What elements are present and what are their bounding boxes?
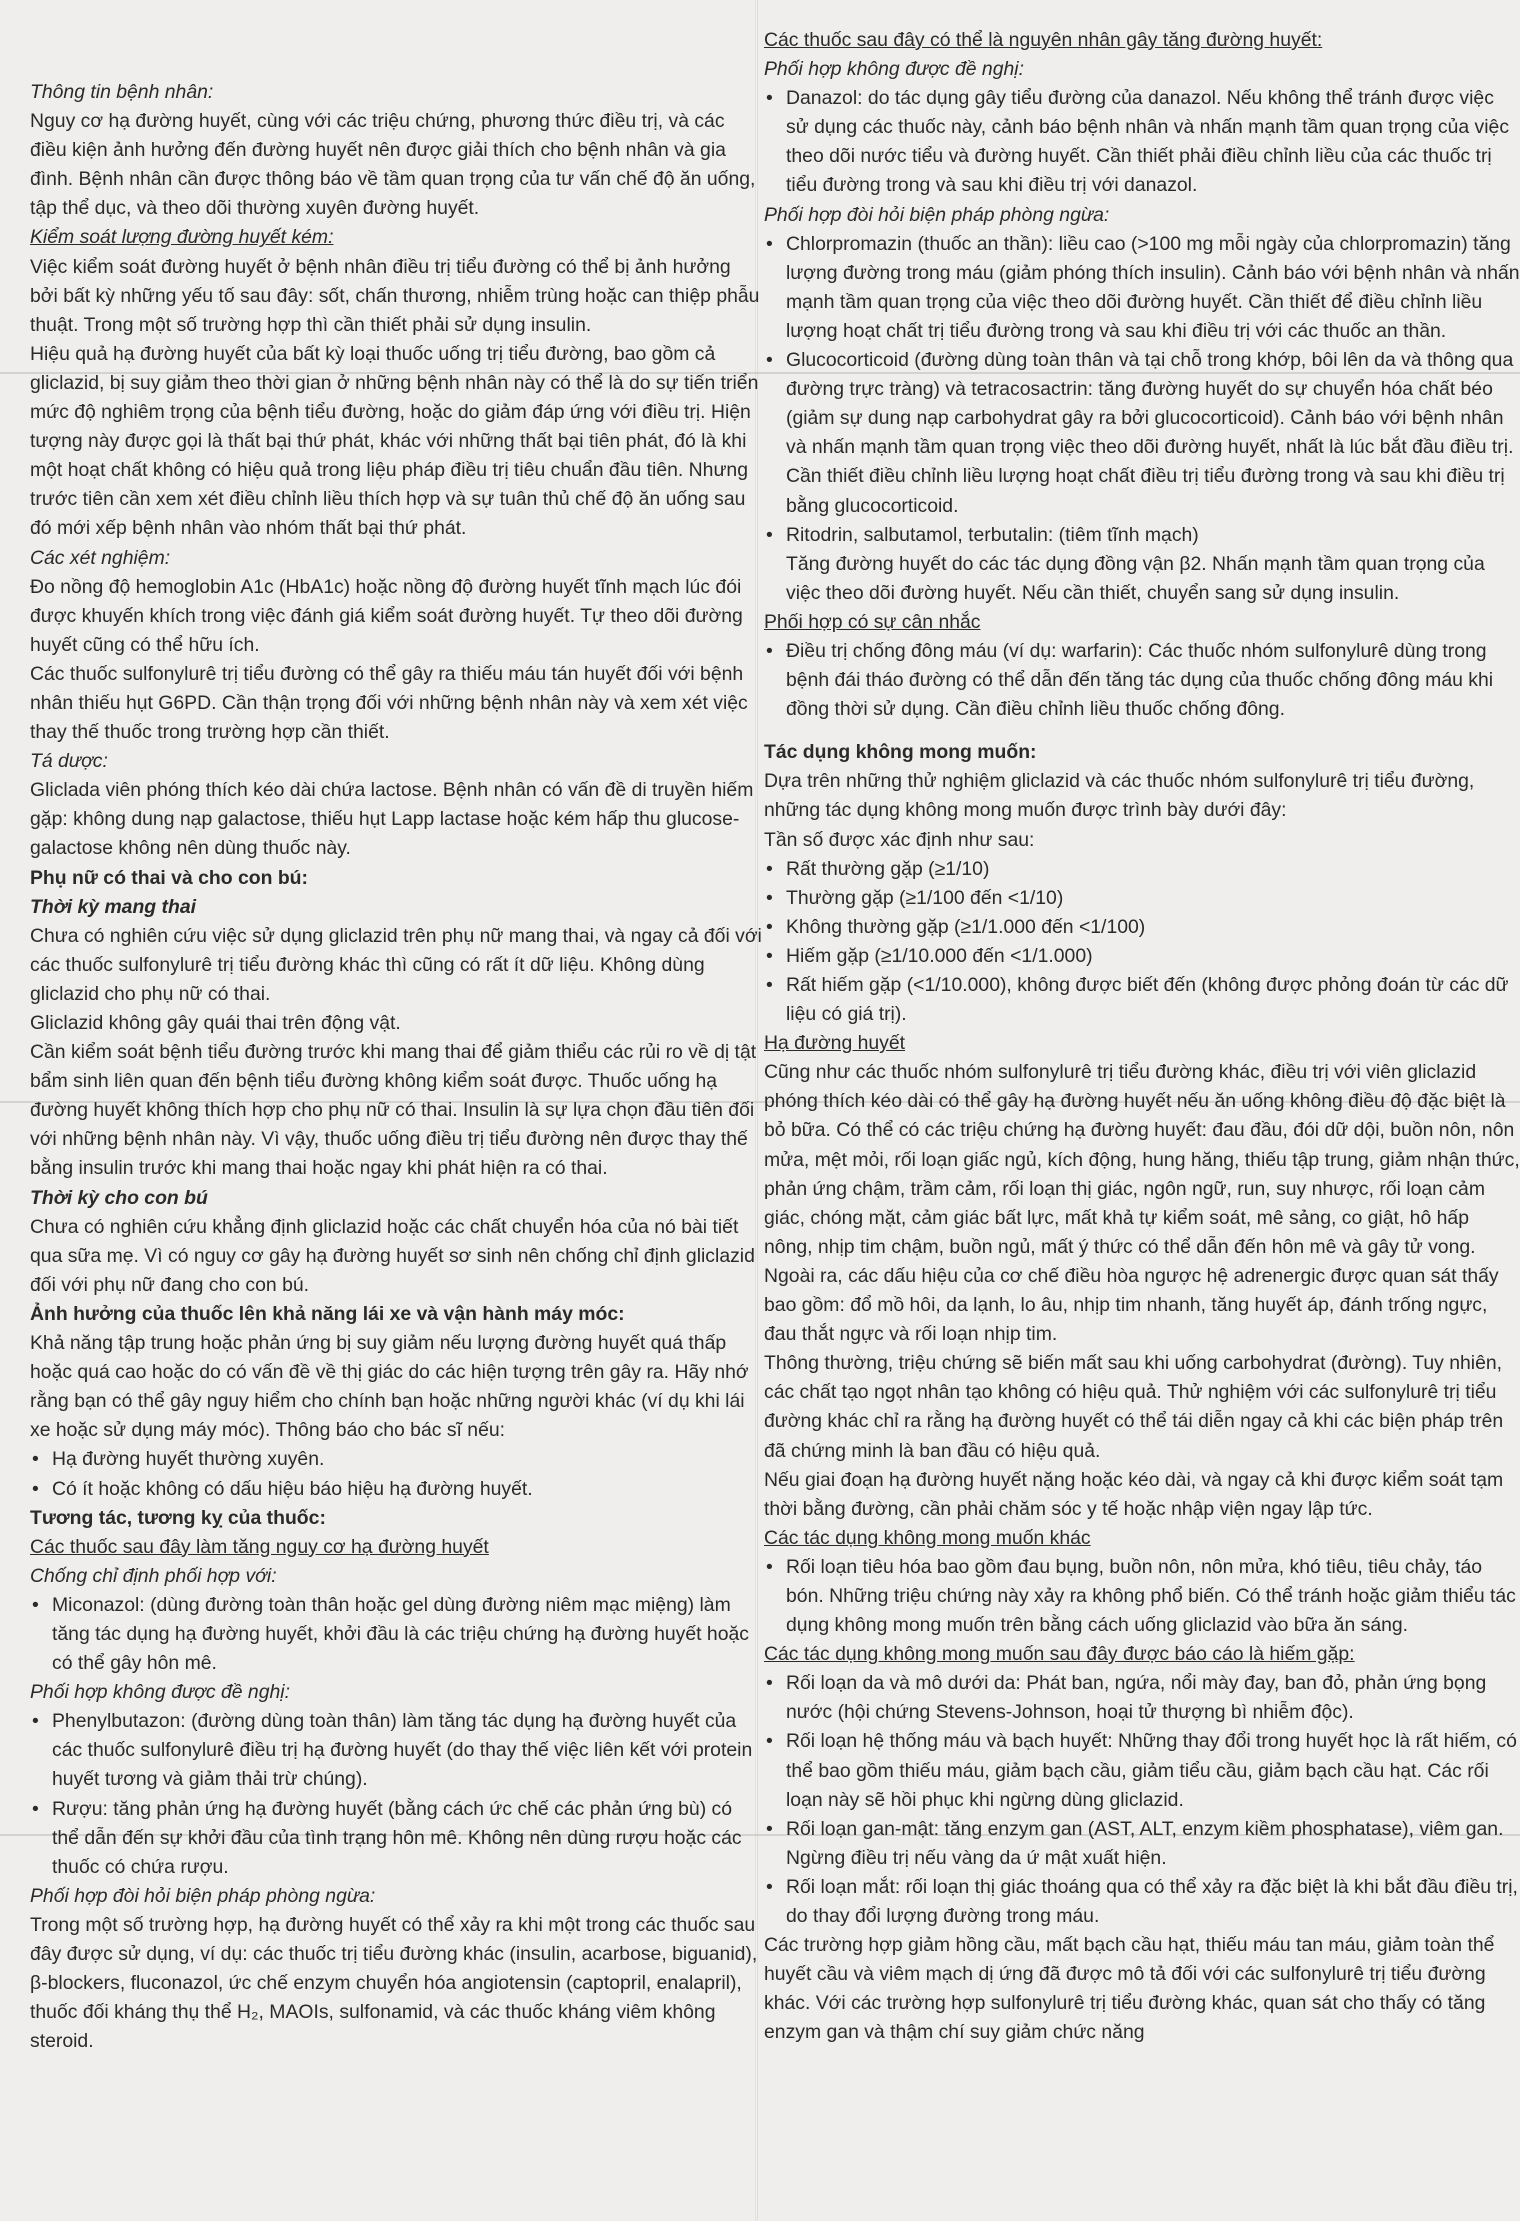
adverse-text: Dựa trên những thử nghiệm gliclazid và các thuốc nhóm sulfonylurê trị tiểu đường, những tác dụng không mong muốn được trình bày dưới đây: <box>764 770 1475 822</box>
list-item: • Rất hiếm gặp (<1/10.000), không được biết đến (không được phỏng đoán từ các dữ liệu có giá trị). <box>764 971 1520 1029</box>
other-effects-heading: Các tác dụng không mong muốn khác <box>764 1526 1091 1549</box>
list-item: • Phenylbutazon: (đường dùng toàn thân) làm tăng tác dụng hạ đường huyết của các thuốc sulfonylurê điều trị hạ đường huyết (do thay thế việc liên kết với protein huyết tương và giảm thải trừ chúng). <box>30 1707 762 1794</box>
ritodrin-text: Tăng đường huyết do các tác dụng đồng vận β2. Nhấn mạnh tầm quan trọng của việc theo dõi đường huyết. Nếu cần thiết, chuyển sang sử dụng insulin. <box>786 552 1485 604</box>
hypo-heading: Hạ đường huyết <box>764 1032 906 1055</box>
pregnancy-subheading: Thời kỳ mang thai <box>30 895 197 918</box>
poor-control-text: Hiệu quả hạ đường huyết của bất kỳ loại thuốc uống trị tiểu đường, bao gồm cả gliclazid, bị suy giảm theo thời gian ở những bệnh nhân này có thể là do sự tiến triển mức độ nghiêm trọng của bệnh tiểu đường, hoặc do giảm đáp ứng với điều trị. Hiện tượng này được gọi là thất bại thứ phát, khác với những thất bại tiên phát, đó là khi một hoạt chất không có hiệu quả trong liệu pháp điều trị tiêu chuẩn đầu tiên. Nhưng trước tiên cần xem xét điều chỉnh liều thích hợp và sự tuân thủ chế độ ăn uống sau đó mới xếp bệnh nhân vào nhóm thất bại thứ phát. <box>30 342 759 540</box>
lactation-text: Chưa có nghiên cứu khẳng định gliclazid hoặc các chất chuyển hóa của nó bài tiết qua sữa mẹ. Vì có nguy cơ gây hạ đường huyết sơ sinh nên chống chỉ định gliclazid đối với phụ nữ đang cho con bú. <box>30 1215 755 1296</box>
list-item: • Rối loạn gan-mật: tăng enzym gan (AST, ALT, enzym kiềm phosphatase), viêm gan. Ngừng điều trị nếu vàng da ứ mật xuất hiện. <box>764 1815 1520 1873</box>
adverse-text: Tần số được xác định như sau: <box>764 828 1035 851</box>
list-item: • Rất thường gặp (≥1/10) <box>764 855 1520 884</box>
pregnancy-text: Gliclazid không gây quái thai trên động vật. <box>30 1012 401 1034</box>
list-item: • Danazol: do tác dụng gây tiểu đường của danazol. Nếu không thể tránh được việc sử dụng các thuốc này, cảnh báo bệnh nhân và nhấn mạnh tầm quan trọng của việc theo dõi nước tiểu và đường huyết. Cần thiết phải điều chỉnh liều của các thuốc trị tiểu đường trong và sau khi điều trị với danazol. <box>764 84 1520 200</box>
pregnancy-text: Cần kiểm soát bệnh tiểu đường trước khi mang thai để giảm thiểu các rủi ro về dị tật bẩm sinh liên quan đến bệnh tiểu đường không kiểm soát được. Thuốc uống hạ đường huyết không thích hợp cho phụ nữ có thai. Insulin là sự lựa chọn đầu tiên đối với những bệnh nhân này. Vì vậy, thuốc uống điều trị tiểu đường nên được thay thế bằng insulin trước khi mang thai hoặc ngay khi phát hiện ra có thai. <box>30 1041 757 1180</box>
list-item: • Hiếm gặp (≥1/10.000 đến <1/1.000) <box>764 942 1520 971</box>
list-item: • Điều trị chống đông máu (ví dụ: warfarin): Các thuốc nhóm sulfonylurê dùng trong bệnh đái tháo đường có thể dẫn đến tăng tác dụng của thuốc chống đông máu khi đồng thời sử dụng. Cần điều chỉnh liều thuốc chống đông. <box>764 637 1520 724</box>
consider-heading: Phối hợp có sự cân nhắc <box>764 610 981 633</box>
driving-text: Khả năng tập trung hoặc phản ứng bị suy giảm nếu lượng đường huyết quá thấp hoặc quá cao hoặc do có vấn đề về thị giác do các hiện tượng trên gây ra. Hãy nhớ rằng bạn có thể gây nguy hiểm cho chính bạn hoặc những người khác (ví dụ khi lái xe hoặc sử dụng máy móc). Thông báo cho bác sĩ nếu: <box>30 1332 749 1442</box>
tests-text: Đo nồng độ hemoglobin A1c (HbA1c) hoặc nồng độ đường huyết tĩnh mạch lúc đói được khuyến khích trong việc đánh giá kiểm soát đường huyết. Tự theo dõi đường huyết cũng có thể hữu ích. <box>30 575 743 656</box>
tests-heading: Các xét nghiệm: <box>30 546 171 569</box>
list-item: • Ritodrin, salbutamol, terbutalin: (tiêm tĩnh mạch) <box>764 521 1520 550</box>
list-item: • Thường gặp (≥1/100 đến <1/10) <box>764 884 1520 913</box>
poor-control-heading: Kiểm soát lượng đường huyết kém: <box>30 226 334 249</box>
list-item: • Miconazol: (dùng đường toàn thân hoặc gel dùng đường niêm mạc miệng) làm tăng tác dụng hạ đường huyết, khởi đầu là các triệu chứng hạ đường huyết hoặc có thể gây hôn mê. <box>30 1591 762 1678</box>
increase-hypo-heading: Các thuốc sau đây làm tăng nguy cơ hạ đường huyết <box>30 1535 489 1558</box>
poor-control-text: Việc kiểm soát đường huyết ở bệnh nhân điều trị tiểu đường có thể bị ảnh hưởng bởi bất kỳ những yếu tố sau đây: sốt, chấn thương, nhiễm trùng hoặc can thiệp phẫu thuật. Trong một số trường hợp thì cần thiết phải sử dụng insulin. <box>30 255 760 336</box>
adverse-heading: Tác dụng không mong muốn: <box>764 741 1037 764</box>
lactation-subheading: Thời kỳ cho con bú <box>30 1186 208 1209</box>
driving-heading: Ảnh hưởng của thuốc lên khả năng lái xe và vận hành máy móc: <box>30 1302 625 1325</box>
list-item: • Rối loạn da và mô dưới da: Phát ban, ngứa, nổi mày đay, ban đỏ, phản ứng bọng nước (hội chứng Stevens-Johnson, hoại tử thượng bì nhiễm độc). <box>764 1669 1520 1727</box>
hypo-text: Thông thường, triệu chứng sẽ biến mất sau khi uống carbohydrat (đường). Tuy nhiên, các chất tạo ngọt nhân tạo không có hiệu quả. Thử nghiệm với các sulfonylurê trị tiểu đường khác chỉ ra rằng hạ đường huyết có thể tái diễn ngay cả khi các biện pháp trên đã chứng minh là ban đầu có hiệu quả. <box>764 1352 1504 1462</box>
closing-text: Các trường hợp giảm hồng cầu, mất bạch cầu hạt, thiếu máu tan máu, giảm toàn thể huyết cầu và viêm mạch dị ứng đã được mô tả đối với các sulfonylurê trị tiểu đường khác. Với các trường hợp sulfonylurê trị tiểu đường khác, quan sát cho thấy có tăng enzym gan và thậm chí suy giảm chức năng <box>764 1934 1495 2044</box>
precaution-heading: Phối hợp đòi hỏi biện pháp phòng ngừa: <box>30 1884 376 1907</box>
hypo-text: Nếu giai đoạn hạ đường huyết nặng hoặc kéo dài, và ngay cả khi được kiểm soát tạm thời bằng đường, cần phải chăm sóc y tế hoặc nhập viện ngay lập tức. <box>764 1468 1504 1520</box>
list-item: • Rối loạn hệ thống máu và bạch huyết: Những thay đổi trong huyết học là rất hiếm, có thể bao gồm thiếu máu, giảm bạch cầu, giảm tiểu cầu, giảm bạch cầu hạt. Các rối loạn này sẽ hồi phục khi ngừng dùng gliclazid. <box>764 1727 1520 1814</box>
list-item: • Hạ đường huyết thường xuyên. <box>30 1445 762 1474</box>
contraindicated-heading: Chống chỉ định phối hợp với: <box>30 1564 277 1587</box>
pregnancy-heading: Phụ nữ có thai và cho con bú: <box>30 866 308 889</box>
not-recommended-heading: Phối hợp không được đề nghị: <box>764 58 1024 81</box>
excipients-text: Gliclada viên phóng thích kéo dài chứa lactose. Bệnh nhân có vấn đề di truyền hiếm gặp: không dung nạp galactose, thiếu hụt Lapp lactase hoặc kém hấp thu glucose-galactose không nên dùng thuốc này. <box>30 779 754 860</box>
tests-text: Các thuốc sulfonylurê trị tiểu đường có thể gây ra thiếu máu tán huyết đối với bệnh nhân thiếu hụt G6PD. Cần thận trọng đối với những bệnh nhân này và xem xét việc thay thế thuốc trong trường hợp cần thiết. <box>30 662 748 744</box>
list-item: • Không thường gặp (≥1/1.000 đến <1/100) <box>764 913 1520 942</box>
not-recommended-heading: Phối hợp không được đề nghị: <box>30 1681 290 1704</box>
increase-glucose-heading: Các thuốc sau đây có thể là nguyên nhân gây tăng đường huyết: <box>764 29 1323 51</box>
precaution-heading: Phối hợp đòi hỏi biện pháp phòng ngừa: <box>764 203 1110 226</box>
list-item: • Rượu: tăng phản ứng hạ đường huyết (bằng cách ức chế các phản ứng bù) có thể dẫn đến sự khởi đầu của tình trạng hôn mê. Không nên dùng rượu hoặc các thuốc có chứa rượu. <box>30 1795 762 1882</box>
right-column <box>764 0 1520 2221</box>
list-item: • Rối loạn tiêu hóa bao gồm đau bụng, buồn nôn, nôn mửa, khó tiêu, tiêu chảy, táo bón. Những triệu chứng này xảy ra không phổ biến. Có thể tránh hoặc giảm thiểu tác dụng không mong muốn trên bằng cách uống gliclazid vào bữa ăn sáng. <box>764 1553 1520 1640</box>
interactions-heading: Tương tác, tương kỵ của thuốc: <box>30 1506 326 1529</box>
patient-info-text: Nguy cơ hạ đường huyết, cùng với các triệu chứng, phương thức điều trị, và các điều kiện ảnh hưởng đến đường huyết nên được giải thích cho bệnh nhân và gia đình. Bệnh nhân cần được thông báo về tầm quan trọng của tư vấn chế độ ăn uống, tập thể dục, và theo dõi thường xuyên đường huyết. <box>30 110 756 220</box>
precaution-text: Trong một số trường hợp, hạ đường huyết có thể xảy ra khi một trong các thuốc sau đây được sử dụng, ví dụ: các thuốc trị tiểu đường khác (insulin, acarbose, biguanid), β-blockers, fluconazol, ức chế enzym chuyển hóa angiotensin (captopril, enalapril), thuốc đối kháng thụ thể H₂, MAOIs, sulfonamid, và các thuốc kháng viêm không steroid. <box>30 1913 758 2053</box>
pregnancy-text: Chưa có nghiên cứu việc sử dụng gliclazid trên phụ nữ mang thai, và ngay cả đối với các thuốc sulfonylurê trị tiểu đường khác thì cũng có rất ít dữ liệu. Không dùng gliclazid cho phụ nữ có thai. <box>30 924 762 1005</box>
hypo-text: Ngoài ra, các dấu hiệu của cơ chế điều hòa ngược hệ adrenergic được quan sát thấy bao gồm: đổ mồ hôi, da lạnh, lo âu, nhịp tim nhanh, tăng huyết áp, đánh trống ngực, đau thắt ngực và rối loạn nhịp tim. <box>764 1264 1499 1346</box>
hypo-text: Cũng như các thuốc nhóm sulfonylurê trị tiểu đường khác, điều trị với viên gliclazid phóng thích kéo dài có thể gây hạ đường huyết nếu ăn uống không điều độ đặc biệt là bỏ bữa. Có thể có các triệu chứng hạ đường huyết: đau đầu, đói dữ dội, buồn nôn, nôn mửa, mệt mỏi, rối loạn giấc ngủ, kích động, hung hăng, thiếu tập trung, giảm nhận thức, phản ứng chậm, trầm cảm, rối loạn thị giác, ngôn ngữ, run, suy nhược, rối loạn cảm giác, chóng mặt, cảm giác bất lực, mất khả tự kiểm soát, mê sảng, co giật, hô hấp nông, nhịp tim chậm, buồn ngủ, mất ý thức có thể dẫn đến hôn mê và gây tử vong. <box>764 1061 1520 1258</box>
list-item: • Rối loạn mắt: rối loạn thị giác thoáng qua có thể xảy ra đặc biệt là khi bắt đầu điều trị, do thay đổi lượng đường trong máu. <box>764 1873 1520 1931</box>
list-item: • Glucocorticoid (đường dùng toàn thân và tại chỗ trong khớp, bôi lên da và thông qua đường trực tràng) và tetracosactrin: tăng đường huyết do sự chuyển hóa chất béo (giảm sự dung nạp carbohydrat gây ra bởi glucocorticoid). Cảnh báo với bệnh nhân và nhấn mạnh tầm quan trọng việc theo dõi đường huyết, nhất là lúc bắt đầu điều trị. Cần thiết điều chỉnh liều lượng hoạt chất điều trị tiểu đường trong và sau khi điều trị bằng glucocorticoid. <box>764 346 1520 521</box>
patient-info-heading: Thông tin bệnh nhân: <box>30 81 214 103</box>
list-item: • Chlorpromazin (thuốc an thần): liều cao (>100 mg mỗi ngày của chlorpromazin) tăng lượng đường trong máu (giảm phóng thích insulin). Cảnh báo với bệnh nhân và nhấn mạnh tầm quan trọng của việc theo dõi đường huyết. Cần thiết để điều chỉnh liều lượng hoạt chất trị tiểu đường trong và sau khi điều trị với các thuốc an thần. <box>764 230 1520 346</box>
list-item: • Có ít hoặc không có dấu hiệu báo hiệu hạ đường huyết. <box>30 1475 762 1504</box>
rare-effects-heading: Các tác dụng không mong muốn sau đây được báo cáo là hiếm gặp: <box>764 1643 1355 1666</box>
excipients-heading: Tá dược: <box>30 750 108 773</box>
